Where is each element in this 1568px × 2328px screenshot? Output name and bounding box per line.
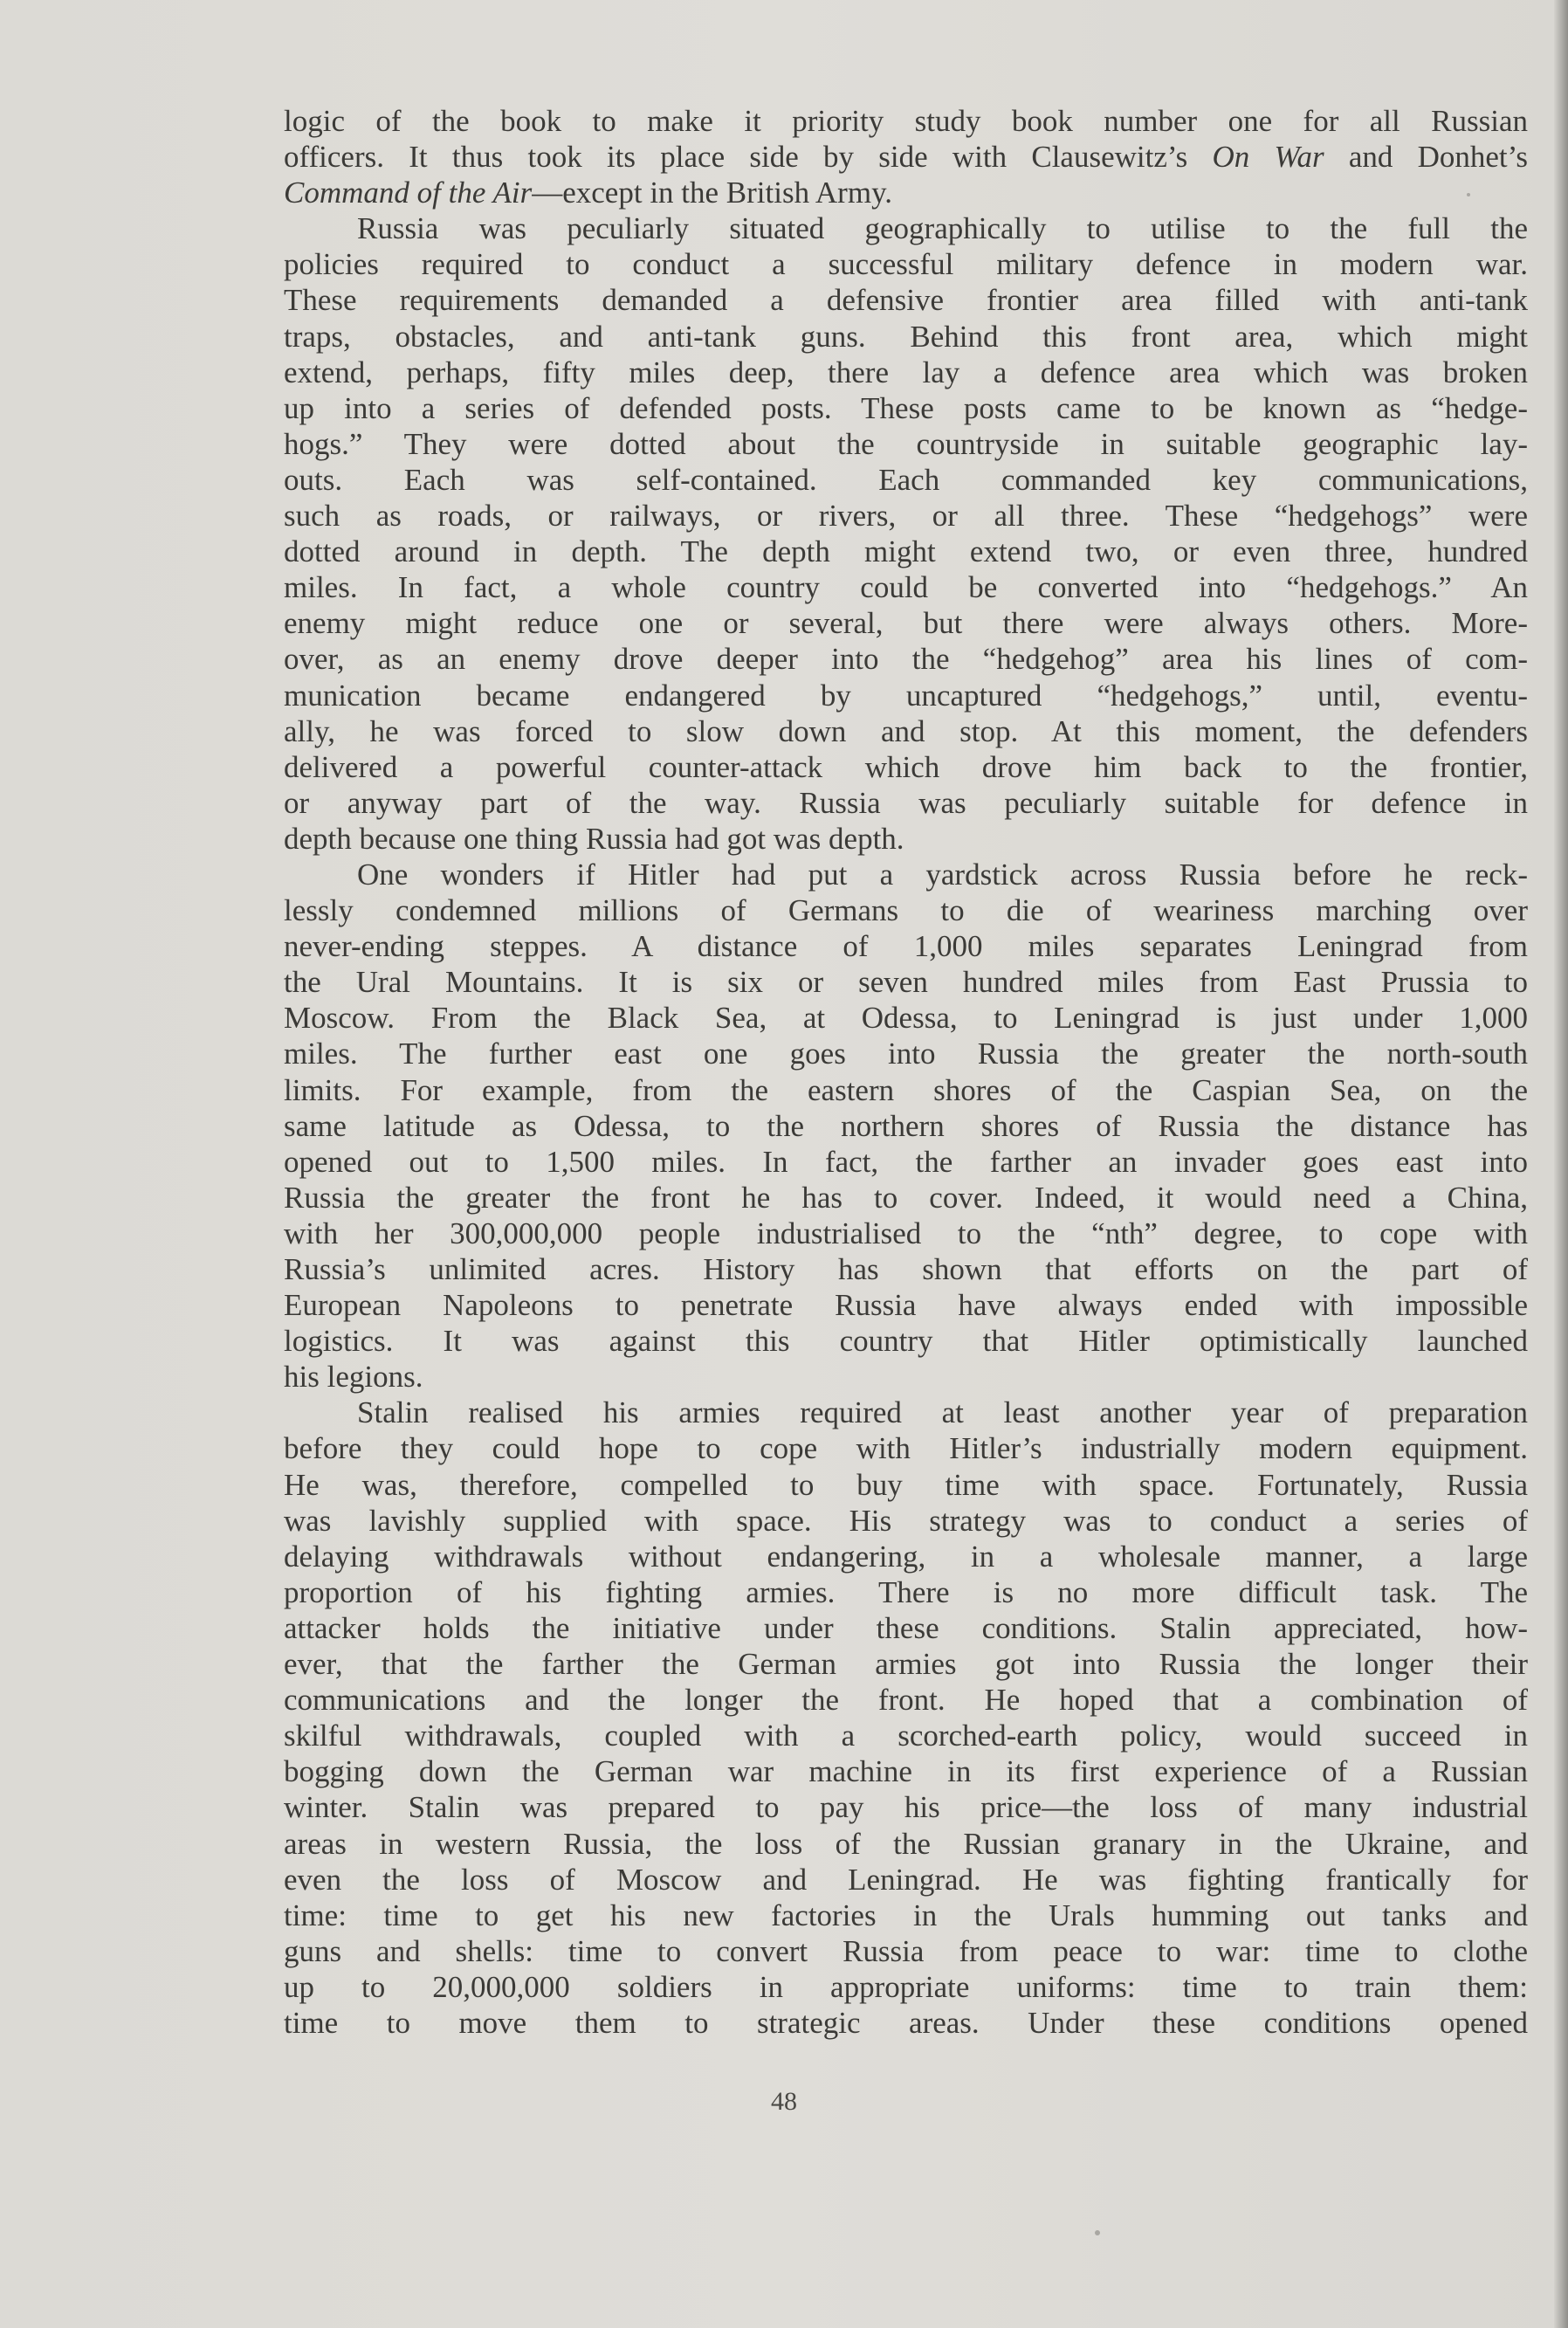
text-line: depth because one thing Russia had got was depth. — [284, 821, 904, 856]
text-line: logistics. It was against this country that Hitler optimistically launched — [284, 1324, 1528, 1359]
text-line: hogs.” They were dotted about the countryside in suitable geographic lay- — [284, 426, 1528, 461]
text-line: These requirements demanded a defensive frontier area filled with anti-tank — [284, 283, 1528, 318]
text-line: One wonders if Hitler had put a yardstick across Russia before he reck- — [357, 857, 1528, 892]
text-line: proportion of his fighting armies. There is no more difficult task. The — [284, 1574, 1528, 1609]
text-line: same latitude as Odessa, to the northern shores of Russia the distance has — [284, 1108, 1528, 1143]
text-line: skilful withdrawals, coupled with a scorched-earth policy, would succeed in — [284, 1718, 1528, 1753]
text-line: outs. Each was self-contained. Each commanded key communications, — [284, 462, 1528, 497]
text-line: up to 20,000,000 soldiers in appropriate uniforms: time to train them: — [284, 1969, 1528, 2004]
text-line: logic of the book to make it priority study book number one for all Russian — [284, 104, 1528, 138]
text-line: extend, perhaps, fifty miles deep, there lay a defence area which was broken — [284, 355, 1528, 389]
text-line: was lavishly supplied with space. His strategy was to conduct a series of — [284, 1503, 1528, 1538]
text-line: European Napoleons to penetrate Russia have always ended with impossible — [284, 1288, 1528, 1323]
text-line: ever, that the farther the German armies got into Russia the longer their — [284, 1647, 1528, 1682]
text-line: his legions. — [284, 1360, 423, 1395]
text-line: even the loss of Moscow and Leningrad. He was fighting frantically for — [284, 1862, 1528, 1897]
text-line: delaying withdrawals without endangering, in a wholesale manner, a large — [284, 1539, 1528, 1574]
text-line: areas in western Russia, the loss of the Russian granary in the Ukraine, and — [284, 1826, 1528, 1861]
text-line: attacker holds the initiative under these conditions. Stalin appreciated, how- — [284, 1610, 1528, 1645]
text-line: officers. It thus took its place side by side with Clausewitz’s On War and Donhet’s — [284, 140, 1528, 175]
text-line: traps, obstacles, and anti-tank guns. Behind this front area, which might — [284, 319, 1528, 354]
text-line: time to move them to strategic areas. Under these conditions opened — [284, 2005, 1528, 2040]
text-line: before they could hope to cope with Hitler’s industrially modern equipment. — [284, 1431, 1528, 1466]
text-line: over, as an enemy drove deeper into the “hedgehog” area his lines of com- — [284, 642, 1528, 677]
text-line: policies required to conduct a successful military defence in modern war. — [284, 247, 1528, 282]
paper-speck — [1467, 193, 1470, 196]
text-line: dotted around in depth. The depth might extend two, or even three, hundred — [284, 534, 1528, 569]
text-line: with her 300,000,000 people industrialised to the “nth” degree, to cope with — [284, 1216, 1528, 1250]
text-line: never-ending steppes. A distance of 1,000 miles separates Leningrad from — [284, 929, 1528, 964]
text-line: enemy might reduce one or several, but there were always others. More- — [284, 606, 1528, 641]
text-line: communications and the longer the front. He hoped that a combination of — [284, 1683, 1528, 1718]
text-line: guns and shells: time to convert Russia from peace to war: time to clothe — [284, 1933, 1528, 1968]
paper-speck — [1095, 2230, 1100, 2235]
text-line: Moscow. From the Black Sea, at Odessa, to Leningrad is just under 1,000 — [284, 1001, 1528, 1036]
text-line: time: time to get his new factories in the Urals humming out tanks and — [284, 1898, 1528, 1932]
text-line: limits. For example, from the eastern shores of the Caspian Sea, on the — [284, 1072, 1528, 1107]
text-line: winter. Stalin was prepared to pay his price—the loss of many industrial — [284, 1790, 1528, 1825]
text-line: ally, he was forced to slow down and stop. At this moment, the defenders — [284, 713, 1528, 748]
text-line: delivered a powerful counter-attack which drove him back to the frontier, — [284, 749, 1528, 784]
text-line: or anyway part of the way. Russia was peculiarly suitable for defence in — [284, 785, 1528, 820]
text-line: miles. The further east one goes into Russia the greater the north-south — [284, 1037, 1528, 1071]
text-line: Russia’s unlimited acres. History has shown that efforts on the part of — [284, 1252, 1528, 1286]
text-line: miles. In fact, a whole country could be converted into “hedgehogs.” An — [284, 570, 1528, 605]
text-line: Russia was peculiarly situated geographically to utilise to the full the — [357, 211, 1528, 246]
text-line: up into a series of defended posts. These posts came to be known as “hedge- — [284, 390, 1528, 425]
text-line: munication became endangered by uncaptured “hedgehogs,” until, eventu- — [284, 678, 1528, 713]
page-edge-shadow — [1554, 0, 1568, 2328]
text-line: the Ural Mountains. It is six or seven hundred miles from East Prussia to — [284, 965, 1528, 1000]
text-line: lessly condemned millions of Germans to die of weariness marching over — [284, 893, 1528, 928]
text-line: Stalin realised his armies required at least another year of preparation — [357, 1395, 1528, 1430]
text-line: Russia the greater the front he has to cover. Indeed, it would need a China, — [284, 1180, 1528, 1215]
page-number: 48 — [771, 2087, 797, 2116]
body-text — [284, 103, 1528, 2041]
text-line: He was, therefore, compelled to buy time with space. Fortunately, Russia — [284, 1467, 1528, 1502]
text-line: bogging down the German war machine in its first experience of a Russian — [284, 1754, 1528, 1789]
text-line: opened out to 1,500 miles. In fact, the farther an invader goes east into — [284, 1144, 1528, 1179]
text-line: Command of the Air—except in the British Army. — [284, 176, 893, 210]
text-line: such as roads, or railways, or rivers, or all three. These “hedgehogs” were — [284, 499, 1528, 534]
